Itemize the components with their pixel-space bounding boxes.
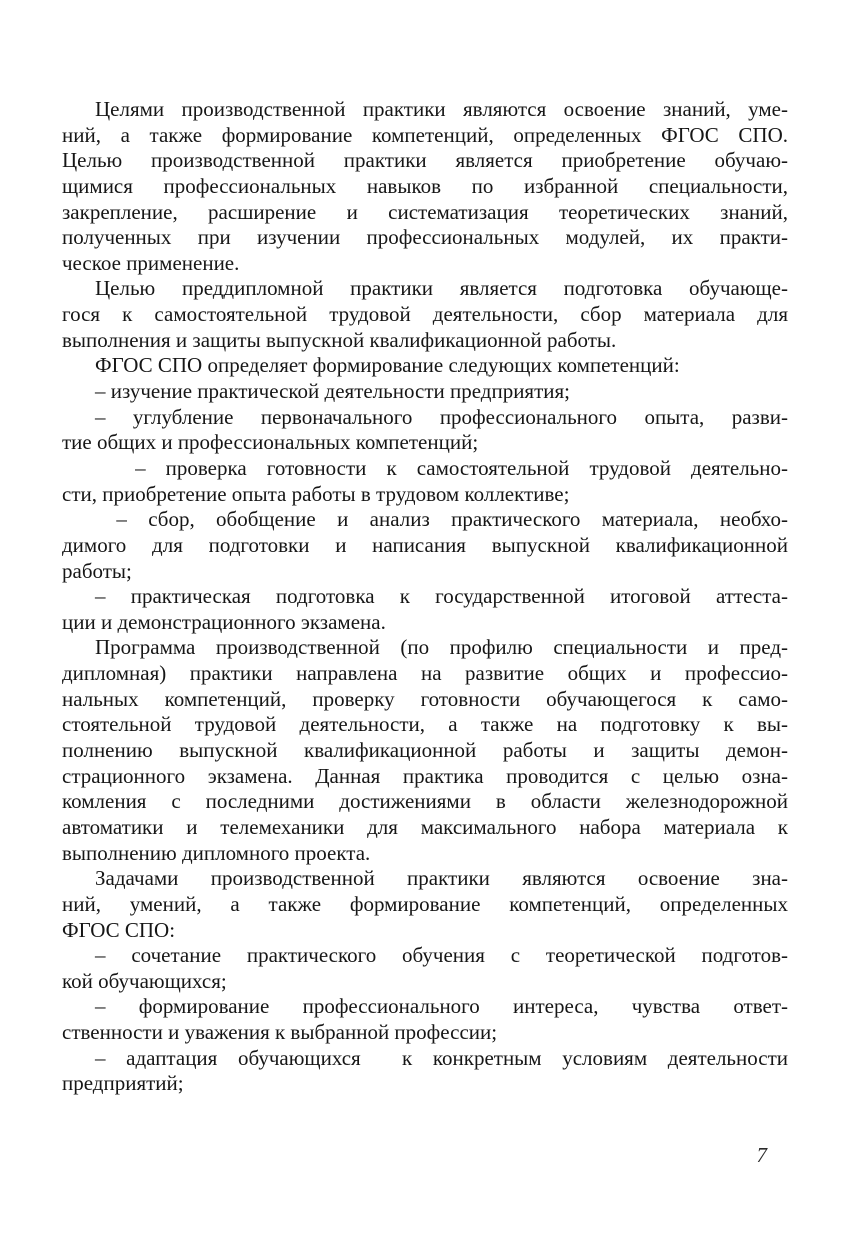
- text-line: димого для подготовки и написания выпускной квалификационной: [62, 532, 788, 557]
- text-line: стоятельной трудовой деятельности, а также на подготовку к вы-: [62, 712, 788, 737]
- text-line: ции и демонстрационного экзамена.: [62, 609, 386, 634]
- text-line: Программа производственной (по профилю специальности и пред-: [95, 635, 788, 660]
- text-line: Целью преддипломной практики является подготовка обучающе-: [95, 276, 788, 301]
- text-line: комления с последними достижениями в области железнодорожной: [62, 789, 788, 814]
- text-line: Целями производственной практики являются освоение знаний, уме-: [95, 97, 788, 121]
- text-line: нальных компетенций, проверку готовности обучающегося к само-: [62, 686, 788, 711]
- text-line: Задачами производственной практики являются освоение зна-: [95, 866, 788, 891]
- text-line: тие общих и профессиональных компетенций;: [62, 430, 479, 455]
- text-line: гося к самостоятельной трудовой деятельности, сбор материала для: [62, 302, 788, 327]
- text-line: предприятий;: [62, 1071, 184, 1096]
- text-line: работы;: [62, 558, 132, 583]
- text-line: – адаптация обучающихся к конкретным условиям деятельности: [95, 1045, 788, 1070]
- text-line: автоматики и телемеханики для максимального набора материала к: [62, 814, 788, 839]
- text-line: Целью производственной практики является приобретение обучаю-: [62, 148, 788, 173]
- text-block: [62, 97, 788, 1097]
- text-line: – сбор, обобщение и анализ практического материала, необхо-: [95, 507, 788, 532]
- text-line: ческое применение.: [62, 250, 240, 275]
- text-line: полученных при изучении профессиональных модулей, их практи-: [62, 225, 788, 250]
- text-line: – изучение практической деятельности предприятия;: [95, 379, 571, 404]
- text-line: сти, приобретение опыта работы в трудовом коллективе;: [62, 481, 570, 506]
- text-line: страционного экзамена. Данная практика проводится с целью озна-: [62, 763, 788, 788]
- text-line: – проверка готовности к самостоятельной трудовой деятельно-: [95, 455, 788, 480]
- text-line: закрепление, расширение и систематизация теоретических знаний,: [62, 199, 788, 224]
- text-line: ФГОС СПО определяет формирование следующих компетенций:: [95, 353, 680, 378]
- text-line: полнению выпускной квалификационной работы и защиты демон-: [62, 738, 788, 763]
- text-line: ственности и уважения к выбранной профессии;: [62, 1020, 498, 1045]
- text-line: ФГОС СПО:: [62, 917, 176, 942]
- text-line: – практическая подготовка к государственной итоговой аттеста-: [95, 584, 788, 609]
- page-number: 7: [756, 1143, 767, 1167]
- text-line: – углубление первоначального профессионального опыта, разви-: [95, 404, 788, 429]
- text-line: ний, умений, а также формирование компетенций, определенных: [62, 891, 788, 916]
- text-line: выполнения и защиты выпускной квалификационной работы.: [62, 327, 617, 352]
- text-line: щимися профессиональных навыков по избранной специальности,: [62, 173, 788, 198]
- text-line: – сочетание практического обучения с теоретической подготов-: [95, 943, 788, 968]
- text-line: дипломная) практики направлена на развитие общих и профессио-: [62, 661, 788, 686]
- text-line: ний, а также формирование компетенций, определенных ФГОС СПО.: [62, 122, 788, 147]
- text-line: кой обучающихся;: [62, 968, 227, 993]
- text-line: выполнению дипломного проекта.: [62, 840, 371, 865]
- text-line: – формирование профессионального интереса, чувства ответ-: [95, 994, 788, 1019]
